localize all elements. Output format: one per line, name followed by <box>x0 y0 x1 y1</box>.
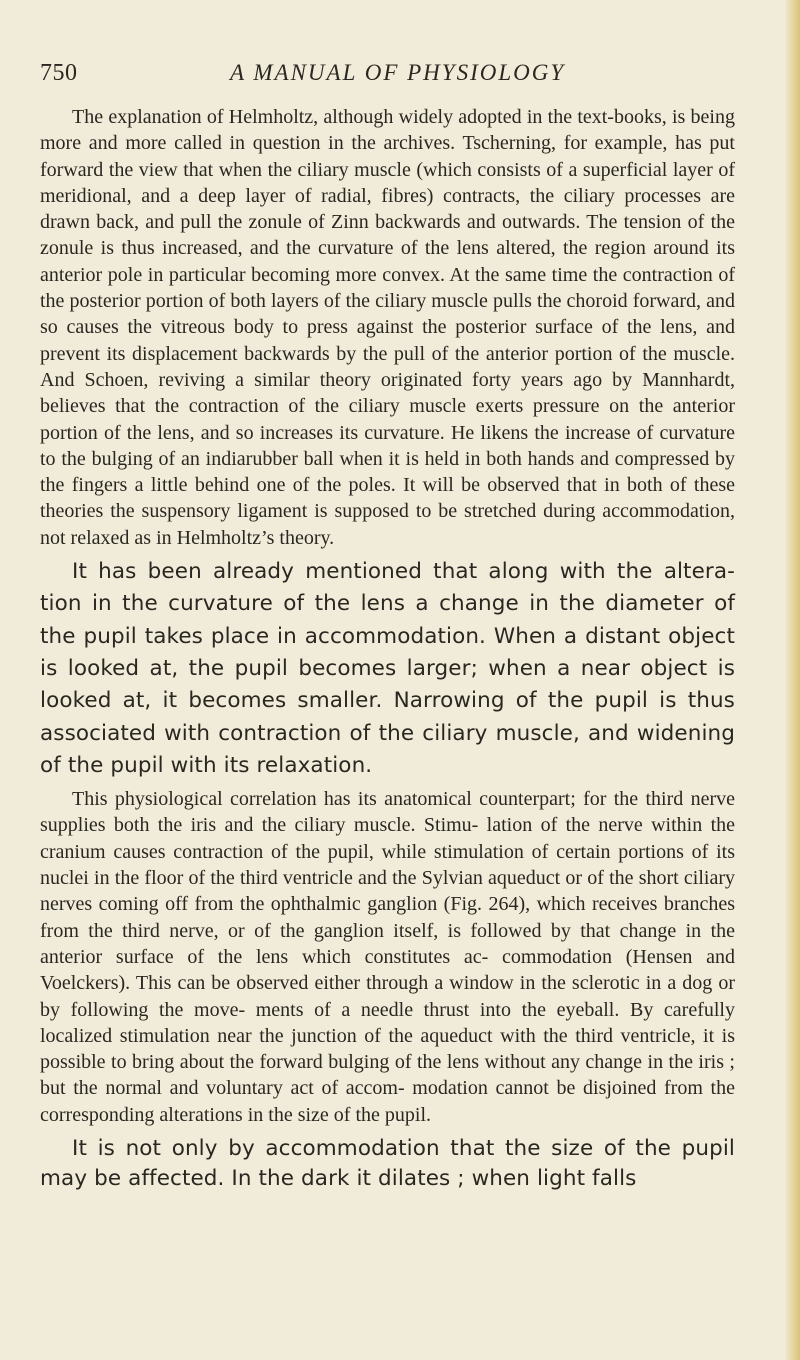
paragraph-pupil-diameter: It has been already mentioned that along with the altera- tion in the curvature of the lens a change in the diameter of the pupil takes place in accommodation. When a distant object is looked at, the pupil becomes larger; when a near object is looked at, it becomes smaller. Narrowing of the pupil is thus associated with contraction of the ciliary muscle, and widening of the pupil with its relaxation. <box>40 559 735 778</box>
body-text <box>40 104 735 1194</box>
page-header <box>40 60 760 94</box>
paragraph-pupil-size: It is not only by accommodation that the size of the pupil may be affected. In the dark it dilates ; when light falls <box>40 1135 735 1191</box>
paragraph-anatomical-counterpart: This physiological correlation has its anatomical counterpart; for the third nerve supplies both the iris and the ciliary muscle. Stimu- lation of the nerve within the cranium causes contraction of the pupil, while stimulation of certain portions of its nuclei in the floor of the third ventricle and the Sylvian aqueduct or of the short ciliary nerves coming off from the ophthalmic ganglion (Fig. 264), which receives branches from the third nerve, or of the ganglion itself, is followed by that change in the anterior surface of the lens which constitutes ac- commodation (Hensen and Voelckers). This can be observed either through a window in the sclerotic in a dog or by following the move- ments of a needle thrust into the eyeball. By carefully localized stimulation near the junction of the aqueduct with the third ventricle, it is possible to bring about the forward bulging of the lens without any change in the iris ; but the normal and voluntary act of accom- modation cannot be disjoined from the corresponding alterations in the size of the pupil. <box>40 788 735 1126</box>
page-edge <box>786 0 800 1360</box>
page-number: 750 <box>40 60 78 86</box>
running-title: A MANUAL OF PHYSIOLOGY <box>230 60 566 85</box>
paragraph-helmholtz-theory: The explanation of Helmholtz, although widely adopted in the text-books, is being more and more called in question in the archives. Tscherning, for example, has put forward the view that when the ciliary muscle (which consists of a superficial layer of meridional, and a deep layer of radial, fibres) contracts, the ciliary processes are drawn back, and pull the zonule of Zinn backwards and outwards. The tension of the zonule is thus increased, and the curvature of the lens altered, the region around its anterior pole in particular becoming more convex. At the same time the contraction of the posterior portion of both layers of the ciliary muscle pulls the choroid forward, and so causes the vitreous body to press against the posterior surface of the lens, and prevent its displacement backwards by the pull of the anterior portion of the muscle. And Schoen, reviving a similar theory originated forty years ago by Mannhardt, believes that the contraction of the ciliary muscle exerts pressure on the anterior portion of the lens, and so increases its curvature. He likens the increase of curvature to the bulging of an indiarubber ball when it is held in both hands and compressed by the fingers a little behind one of the poles. It will be observed that in both of these theories the suspensory ligament is supposed to be stretched during accommodation, not relaxed as in Helmholtz’s theory. <box>40 106 735 549</box>
